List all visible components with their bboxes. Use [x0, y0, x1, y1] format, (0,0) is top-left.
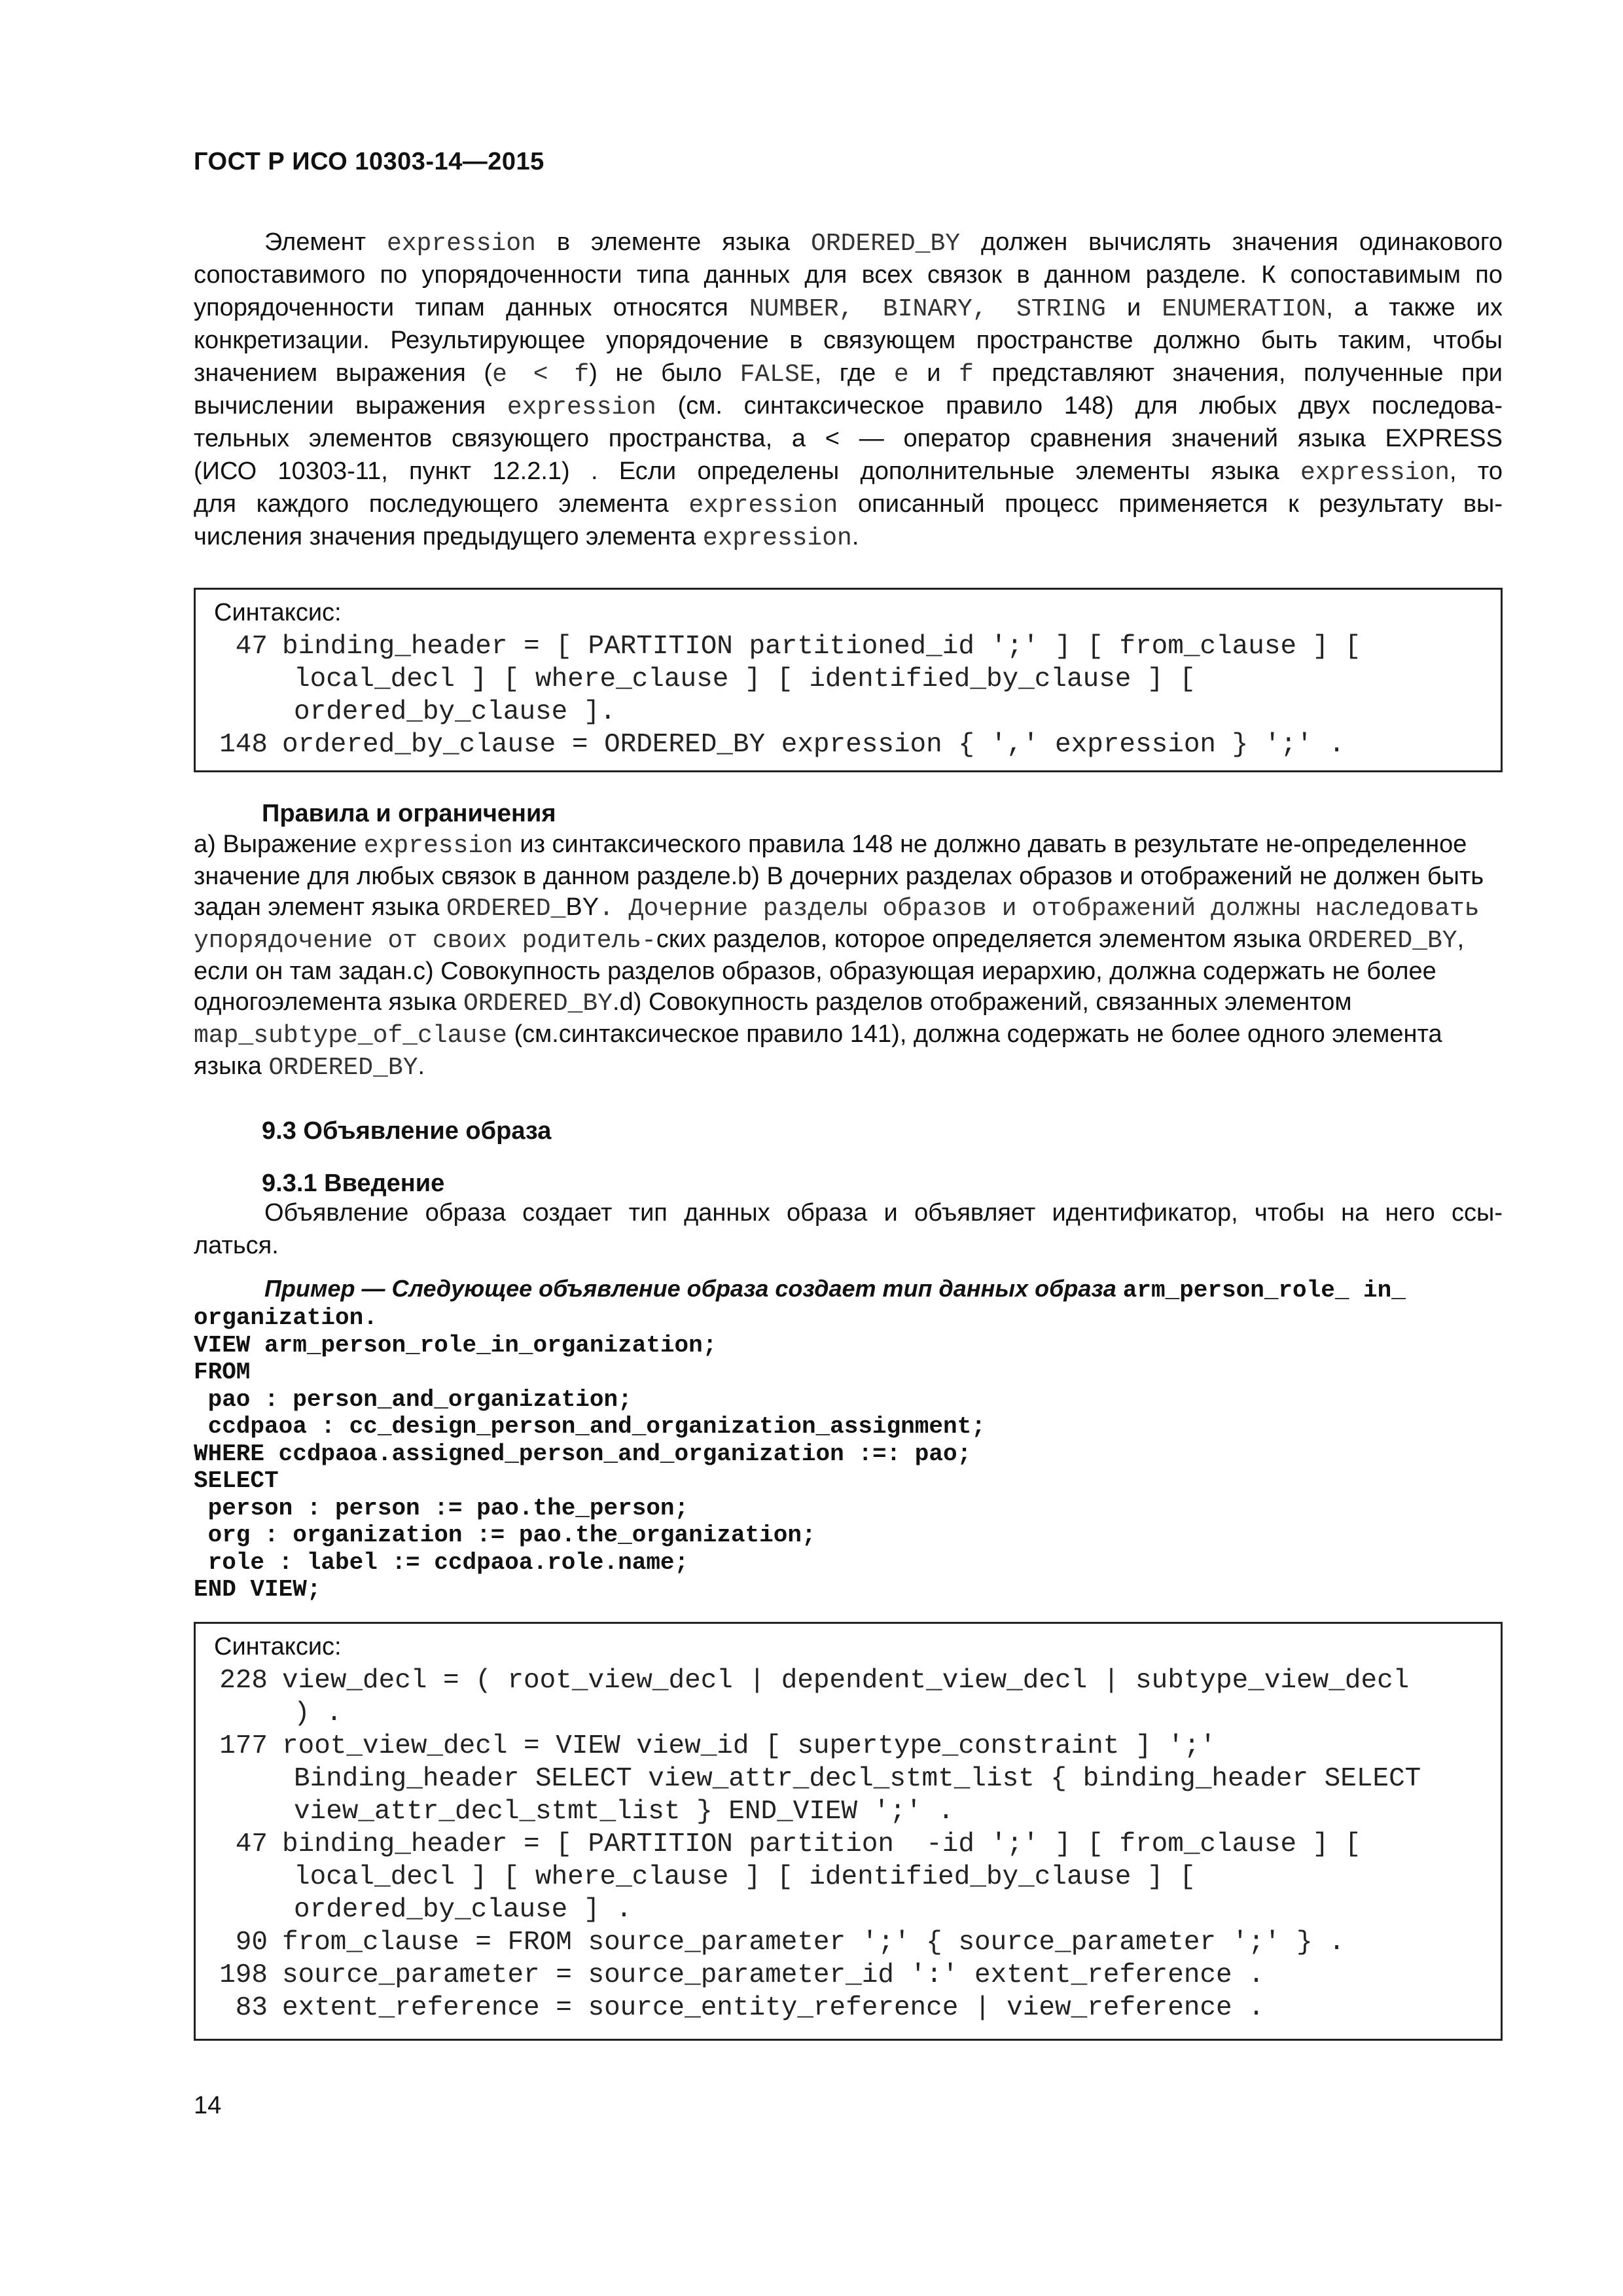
syntax-row: [196, 632, 1501, 664]
paragraph-line: конкретизации. Результирующее упорядочение в связующем пространстве должно быть таким, чтобы: [194, 327, 1503, 354]
rule-line: синтаксическое правило 141), должна содержать не более одного элемента языка ORDERED_BY.: [194, 1020, 1442, 1082]
inline-code: map_subtype_of_clause: [194, 1022, 507, 1050]
example-code-line: FROM: [194, 1359, 251, 1386]
inline-code: e: [893, 361, 909, 389]
inline-code: FALSE: [740, 361, 815, 389]
syntax-row: [196, 730, 1501, 762]
syntax-box-title: Синтаксис:: [214, 599, 342, 626]
rules-list: [194, 829, 1503, 1083]
syntax-rule-text: Binding_header SELECT view_attr_decl_stmt_list { binding_header SELECT: [294, 1764, 1421, 1794]
syntax-rule-number: 198: [219, 1960, 268, 1990]
inline-code: ORDERED_BY: [811, 230, 961, 258]
syntax-row: [196, 1928, 1501, 1960]
paragraph-line: латься.: [194, 1232, 279, 1259]
syntax-row: [196, 1993, 1501, 2026]
page-number: 14: [194, 2092, 222, 2119]
paragraph-line: упорядоченности типам данных относятся NUMBER, BINARY, STRING и ENUMERATION, а также их: [194, 294, 1503, 323]
rule-line: a) Выражение expression из синтаксического правила 148 не должно давать в результате не-: [194, 831, 1302, 860]
paragraph-line: (ИСО 10303-11, пункт 12.2.1) . Если определены дополнительные элементы языка expression, то: [194, 457, 1503, 487]
inline-code: expression: [702, 524, 852, 552]
paragraph-line: сопоставимого по упорядоченности типа данных для всех связок в данном разделе. К сопоставимым по: [194, 261, 1503, 289]
syntax-row: [196, 664, 1501, 697]
inline-code: ORDERED_BY: [1308, 927, 1457, 955]
syntax-row: [196, 697, 1501, 730]
inline-code: ORDERED_: [446, 895, 566, 923]
intro-paragraph: [194, 226, 1503, 553]
syntax-row: [196, 1698, 1501, 1731]
syntax-rule-text: binding_header = [ PARTITION partition -id ';' ] [ from_clause ] [: [282, 1829, 1361, 1859]
rules-heading: Правила и ограничения: [262, 800, 556, 827]
inline-code: expression: [1300, 459, 1450, 487]
syntax-box-1: [194, 588, 1503, 772]
syntax-rule-number: 47: [235, 1829, 268, 1859]
syntax-rule-text: view_attr_decl_stmt_list } END_VIEW ';' .: [294, 1797, 954, 1827]
rule-line: c) Совокупность разделов образов, образующая иерархию, должна содержать не более одного: [194, 958, 1436, 1016]
example-code-line: role : label := ccdpaoa.role.name;: [194, 1549, 689, 1576]
syntax-row: [196, 1731, 1501, 1764]
inline-code: ORDERED_BY: [268, 1054, 418, 1082]
inline-code: expression: [386, 230, 536, 258]
syntax-row: [196, 1666, 1501, 1698]
syntax-rule-text: from_clause = FROM source_parameter ';' { source_parameter ';' } .: [282, 1928, 1345, 1958]
inline-code: NUMBER, BINARY, STRING: [749, 295, 1106, 323]
example-intro: Пример — Следующее объявление образа создает тип данных образа arm_person_role_ in_: [264, 1275, 1406, 1304]
syntax-rule-text: ) .: [294, 1698, 342, 1729]
rule-line: d) Совокупность разделов отображений, связанных элементом map_subtype_of_clause (см.: [194, 988, 1352, 1050]
example-code-line: WHERE ccdpaoa.assigned_person_and_organization :=: pao;: [194, 1440, 972, 1467]
syntax-rule-text: source_parameter = source_parameter_id ':' extent_reference .: [282, 1960, 1264, 1990]
rule-line: b) В дочерних разделах образов и отображений не должен быть задан элемент языка ORDERED_: [194, 863, 1484, 923]
syntax-rule-number: 228: [219, 1666, 268, 1696]
example-inline-code: arm_person_role_ in_: [1122, 1277, 1406, 1304]
example-code-line: VIEW arm_person_role_in_organization;: [194, 1331, 717, 1359]
syntax-rule-number: 47: [235, 632, 268, 662]
paragraph-line: числения значения предыдущего элемента expression.: [194, 523, 859, 552]
example-code-line: ccdpaoa : cc_design_person_and_organization_assignment;: [194, 1413, 986, 1440]
section-title-9-3-1: 9.3.1 Введение: [262, 1170, 445, 1197]
document-header: ГОСТ Р ИСО 10303-14—2015: [194, 148, 544, 175]
syntax-rule-number: 148: [219, 730, 268, 760]
inline-code: expression: [507, 393, 656, 422]
inline-code: e < f: [492, 361, 590, 389]
syntax-rule-text: local_decl ] [ where_clause ] [ identified_by_clause ] [: [294, 1862, 1196, 1892]
syntax-rule-text: local_decl ] [ where_clause ] [ identified_by_clause ] [: [294, 664, 1196, 694]
inline-code: expression: [363, 832, 513, 860]
syntax-rule-number: 83: [235, 1993, 268, 2023]
rule-line: BY. Дочерние разделы образов и отображений должны наследовать упорядочение от своих родитель-: [194, 893, 1480, 955]
syntax-row: [196, 1895, 1501, 1928]
inline-code: f: [959, 361, 974, 389]
syntax-row: [196, 1829, 1501, 1862]
example-code-line: organization.: [194, 1304, 378, 1331]
syntax-rule-text: ordered_by_clause = ORDERED_BY expression { ',' expression } ';' .: [282, 730, 1345, 760]
syntax-rule-text: binding_header = [ PARTITION partitioned_id ';' ] [ from_clause ] [: [282, 632, 1361, 662]
inline-code: ORDERED_BY: [463, 990, 613, 1018]
rule-line: определенное значение для любых связок в данном разделе.: [194, 831, 1467, 890]
example-block: [194, 1275, 1503, 1604]
rule-line: ских разделов, которое определяется элементом языка ORDERED_BY, если он там задан.: [194, 925, 1465, 985]
inline-code: . Дочерние разделы образов и отображений должны наследовать упорядочение от своих родитель-: [194, 895, 1480, 955]
syntax-box-2: [194, 1622, 1503, 2041]
syntax-row: [196, 1764, 1501, 1797]
syntax-rule-text: extent_reference = source_entity_reference | view_reference .: [282, 1993, 1264, 2023]
example-code-line: pao : person_and_organization;: [194, 1386, 632, 1413]
section-9-3-1-text: [194, 1196, 1503, 1262]
example-code-line: SELECT: [194, 1467, 279, 1494]
syntax-rule-text: root_view_decl = VIEW view_id [ supertype_constraint ] ';': [282, 1731, 1217, 1761]
section-title-9-3: 9.3 Объявление образа: [262, 1117, 552, 1145]
paragraph-line: для каждого последующего элемента expression описанный процесс применяется к результату вы-: [194, 490, 1503, 520]
paragraph-line: вычислении выражения expression (см. синтаксическое правило 148) для любых двух последова-: [194, 392, 1503, 422]
paragraph-line: значением выражения (e < f) не было FALSE, где e и f представляют значения, полученные при: [194, 359, 1503, 389]
paragraph-line: Элемент expression в элементе языка ORDERED_BY должен вычислять значения одинакового: [264, 228, 1503, 258]
example-code-line: END VIEW;: [194, 1576, 321, 1603]
syntax-row: [196, 1960, 1501, 1993]
syntax-box-title: Синтаксис:: [214, 1633, 342, 1660]
syntax-rule-number: 90: [235, 1928, 268, 1958]
inline-code: expression: [688, 492, 838, 520]
paragraph-line: тельных элементов связующего пространства, а < — оператор сравнения значений языка EXPRESS: [194, 425, 1503, 452]
syntax-rule-number: 177: [219, 1731, 268, 1761]
inline-code: ENUMERATION: [1162, 295, 1327, 323]
syntax-row: [196, 1862, 1501, 1895]
paragraph-line: Объявление образа создает тип данных образа и объявляет идентификатор, чтобы на него ссы-: [264, 1199, 1503, 1227]
example-code-line: org : organization := pao.the_organization;: [194, 1522, 816, 1549]
rule-line: элемента языка ORDERED_BY.: [271, 988, 620, 1018]
syntax-rule-text: view_decl = ( root_view_decl | dependent_view_decl | subtype_view_decl: [282, 1666, 1410, 1696]
syntax-rule-text: ordered_by_clause ] .: [294, 1895, 632, 1925]
syntax-rule-text: ordered_by_clause ].: [294, 697, 616, 727]
example-code-line: person : person := pao.the_person;: [194, 1494, 689, 1522]
syntax-row: [196, 1797, 1501, 1829]
